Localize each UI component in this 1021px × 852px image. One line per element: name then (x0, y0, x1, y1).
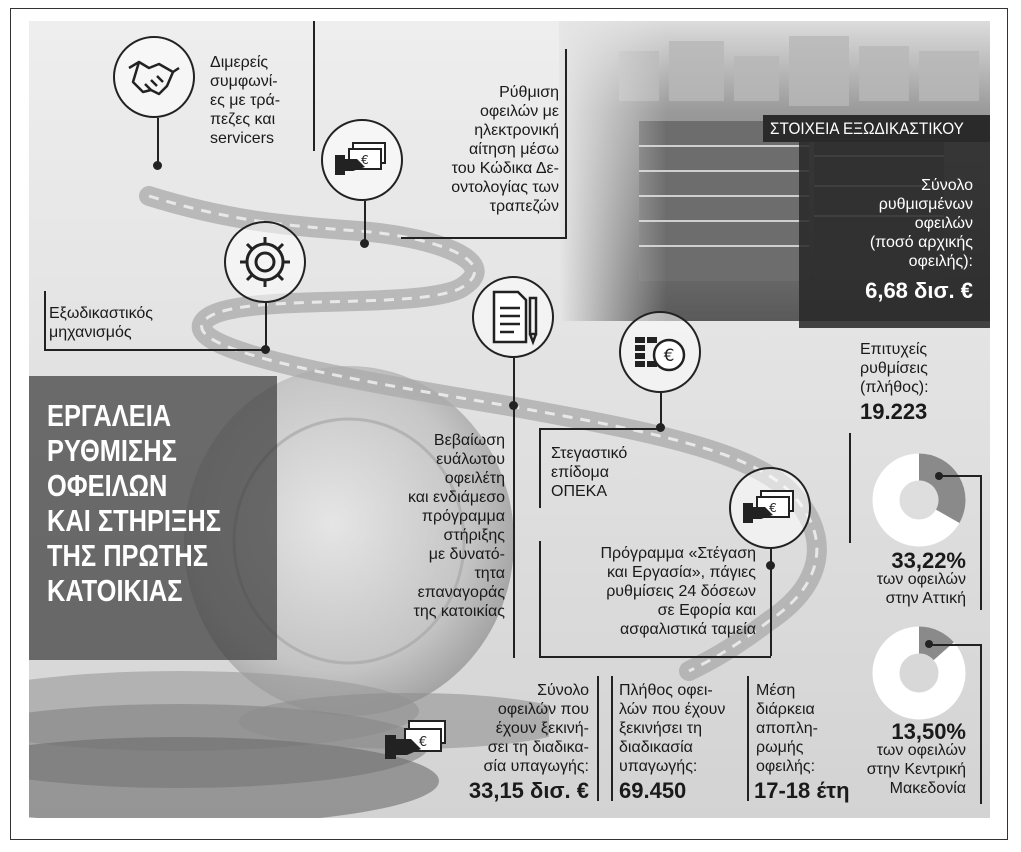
code-of-conduct-label (389, 83, 559, 216)
macedonia-donut (872, 626, 966, 720)
text-line: servicers (210, 130, 275, 147)
text-line: (πλήθος): (860, 379, 929, 396)
connector (157, 118, 159, 166)
road-dot (360, 239, 369, 248)
successful-value: 19.223 (860, 399, 928, 424)
text-line: στην Κεντρική (866, 761, 966, 778)
text-line: αίτηση μέσω (469, 141, 559, 158)
text-line: οφειλών με (479, 103, 559, 120)
text-line: οφειλής: (756, 758, 816, 775)
connector (513, 408, 515, 658)
text-line: οφειλών (914, 215, 973, 232)
euro-node (619, 311, 701, 393)
connector (937, 475, 981, 477)
stats-header-text: ΣΤΟΙΧΕΙΑ ΕΞΩΔΙΚΑΣΤΙΚΟΥ (770, 119, 964, 138)
text-line: Σύνολο (921, 177, 973, 194)
road-dot (153, 161, 162, 170)
text-line: λών που έχουν (619, 701, 726, 718)
text-line: Διμερείς (210, 54, 269, 71)
text-line: έχουν ξεκινή- (495, 720, 589, 737)
text-line: και Εργασία», πάγιες (606, 564, 756, 581)
text-line: ρωμής (756, 739, 804, 756)
text-line: Σύνολο (537, 682, 589, 699)
text-line: οφειλών που (497, 701, 589, 718)
text-line: σία υπαγωγής: (483, 758, 589, 775)
text-line: στην Αττική (885, 590, 966, 607)
total-settled-box (799, 142, 990, 328)
gear-icon (226, 223, 304, 301)
text-line: Επιτυχείς (860, 341, 928, 358)
svg-text:€: € (361, 153, 369, 167)
panel (29, 21, 990, 818)
text-line: ηλεκτρονική (474, 122, 559, 139)
text-line: σε Εφορία και (657, 602, 756, 619)
text-line: διάρκεια (756, 701, 815, 718)
text-line: τραπεζών (489, 198, 559, 215)
connector (44, 291, 46, 351)
housing-work-label (529, 544, 756, 639)
connector (539, 656, 771, 658)
connector (597, 676, 599, 801)
text-line: της κατοικίας (413, 603, 505, 620)
connector (313, 21, 315, 151)
money-hand-icon-3 (381, 713, 453, 775)
housing-allowance-label (551, 444, 627, 501)
text-line: των οφειλών (876, 742, 966, 759)
text-line: σει τη διαδικα- (487, 739, 589, 756)
text-line: Πλήθος οφει- (619, 682, 713, 699)
text-line: ξεκινήσει τη (619, 720, 702, 737)
stats-header (763, 115, 990, 142)
svg-text:€: € (663, 346, 675, 366)
text-line: Εξωδικαστικός (49, 305, 154, 322)
bottom-duration-value: 17-18 έτη (754, 778, 850, 803)
divider (611, 676, 613, 801)
connector (401, 237, 566, 239)
text-line: διαδικασία (619, 739, 693, 756)
text-line: Ρύθμιση (499, 84, 559, 101)
title-line-5: ΤΗΣ ΠΡΩΤΗΣ (47, 538, 209, 573)
svg-text:€: € (769, 501, 777, 515)
euro-building-icon (621, 313, 699, 391)
title-line-2: ΡΥΘΜΙΣΗΣ (47, 433, 177, 468)
text-line: ες με τρά- (210, 92, 281, 109)
text-line: τητα (474, 565, 505, 582)
successful-label (860, 340, 929, 397)
text-line: ρυθμίσεις 24 δόσεων (606, 583, 756, 600)
text-line: οντολογίας των (451, 179, 559, 196)
text-line: αποπλη- (756, 720, 818, 737)
attica-value: 33,22% (891, 548, 966, 573)
connector (927, 644, 981, 646)
attica-donut (872, 453, 966, 547)
text-line: ρυθμίσεις (860, 360, 928, 377)
text-line: (ποσό αρχικής (869, 234, 973, 251)
money-hand-node-2 (729, 467, 811, 549)
text-line: πρόγραμμα (421, 508, 505, 525)
connector (265, 303, 267, 349)
text-line: επαναγοράς (417, 584, 505, 601)
text-line: και ενδιάμεσο (407, 489, 505, 506)
connector (539, 428, 541, 508)
text-line: στήριξης (443, 527, 505, 544)
divider (747, 676, 749, 801)
connector (364, 201, 366, 243)
text-line: Βεβαίωση (433, 432, 505, 449)
text-line: Πρόγραμμα «Στέγαση (600, 545, 756, 562)
bilateral-label (210, 53, 280, 148)
text-line: ευάλωτου (436, 451, 505, 468)
text-line: οφειλέτη (444, 470, 505, 487)
road-dot (766, 561, 775, 570)
text-line: των οφειλών (876, 571, 966, 588)
out-of-court-label (49, 304, 153, 342)
bottom-total-label (449, 681, 589, 776)
connector (980, 644, 982, 804)
document-node (472, 276, 554, 358)
total-settled-label (799, 176, 973, 271)
document-pen-icon (474, 278, 552, 356)
macedonia-value: 13,50% (891, 719, 966, 744)
connector (849, 433, 851, 543)
title-block (29, 376, 277, 660)
bottom-count-label (619, 681, 725, 776)
connector (980, 475, 982, 610)
total-settled-value: 6,68 δισ. € (865, 278, 973, 303)
text-line: πεζες και (210, 111, 276, 128)
bottom-total-value: 33,15 δισ. € (468, 778, 589, 803)
text-line: ΟΠΕΚΑ (551, 483, 608, 500)
text-line: μηχανισμός (49, 324, 132, 341)
bottom-duration-label (756, 681, 818, 776)
text-line: ρυθμισμένων (878, 196, 973, 213)
svg-text:€: € (418, 735, 428, 750)
handshake-node (113, 36, 195, 118)
text-line: επίδομα (551, 464, 609, 481)
vulnerable-label (369, 431, 505, 621)
connector (565, 49, 567, 239)
bottom-count-value: 69.450 (619, 778, 687, 803)
text-line: του Κώδικα Δε- (451, 160, 559, 177)
text-line: ασφαλιστικά ταμεία (619, 621, 756, 638)
connector (539, 428, 661, 430)
attica-label (819, 570, 966, 608)
title-line-6: ΚΑΤΟΙΚΙΑΣ (47, 573, 183, 608)
title-line-3: ΟΦΕΙΛΩΝ (47, 468, 168, 503)
text-line: Στεγαστικό (551, 445, 628, 462)
connector (44, 349, 266, 351)
text-line: με δυνατό- (428, 546, 505, 563)
text-line: Μακεδονία (889, 780, 966, 797)
money-hand-icon-2 (731, 469, 809, 547)
handshake-icon (115, 38, 193, 116)
text-line: συμφωνί- (210, 73, 278, 90)
text-line: Μέση (756, 682, 796, 699)
gear-node (224, 221, 306, 303)
text-line: υπαγωγής: (619, 758, 698, 775)
title-line-4: ΚΑΙ ΣΤΗΡΙΞΗΣ (47, 503, 221, 538)
text-line: οφειλής): (908, 253, 973, 270)
title-line-1: ΕΡΓΑΛΕΙΑ (47, 398, 172, 433)
